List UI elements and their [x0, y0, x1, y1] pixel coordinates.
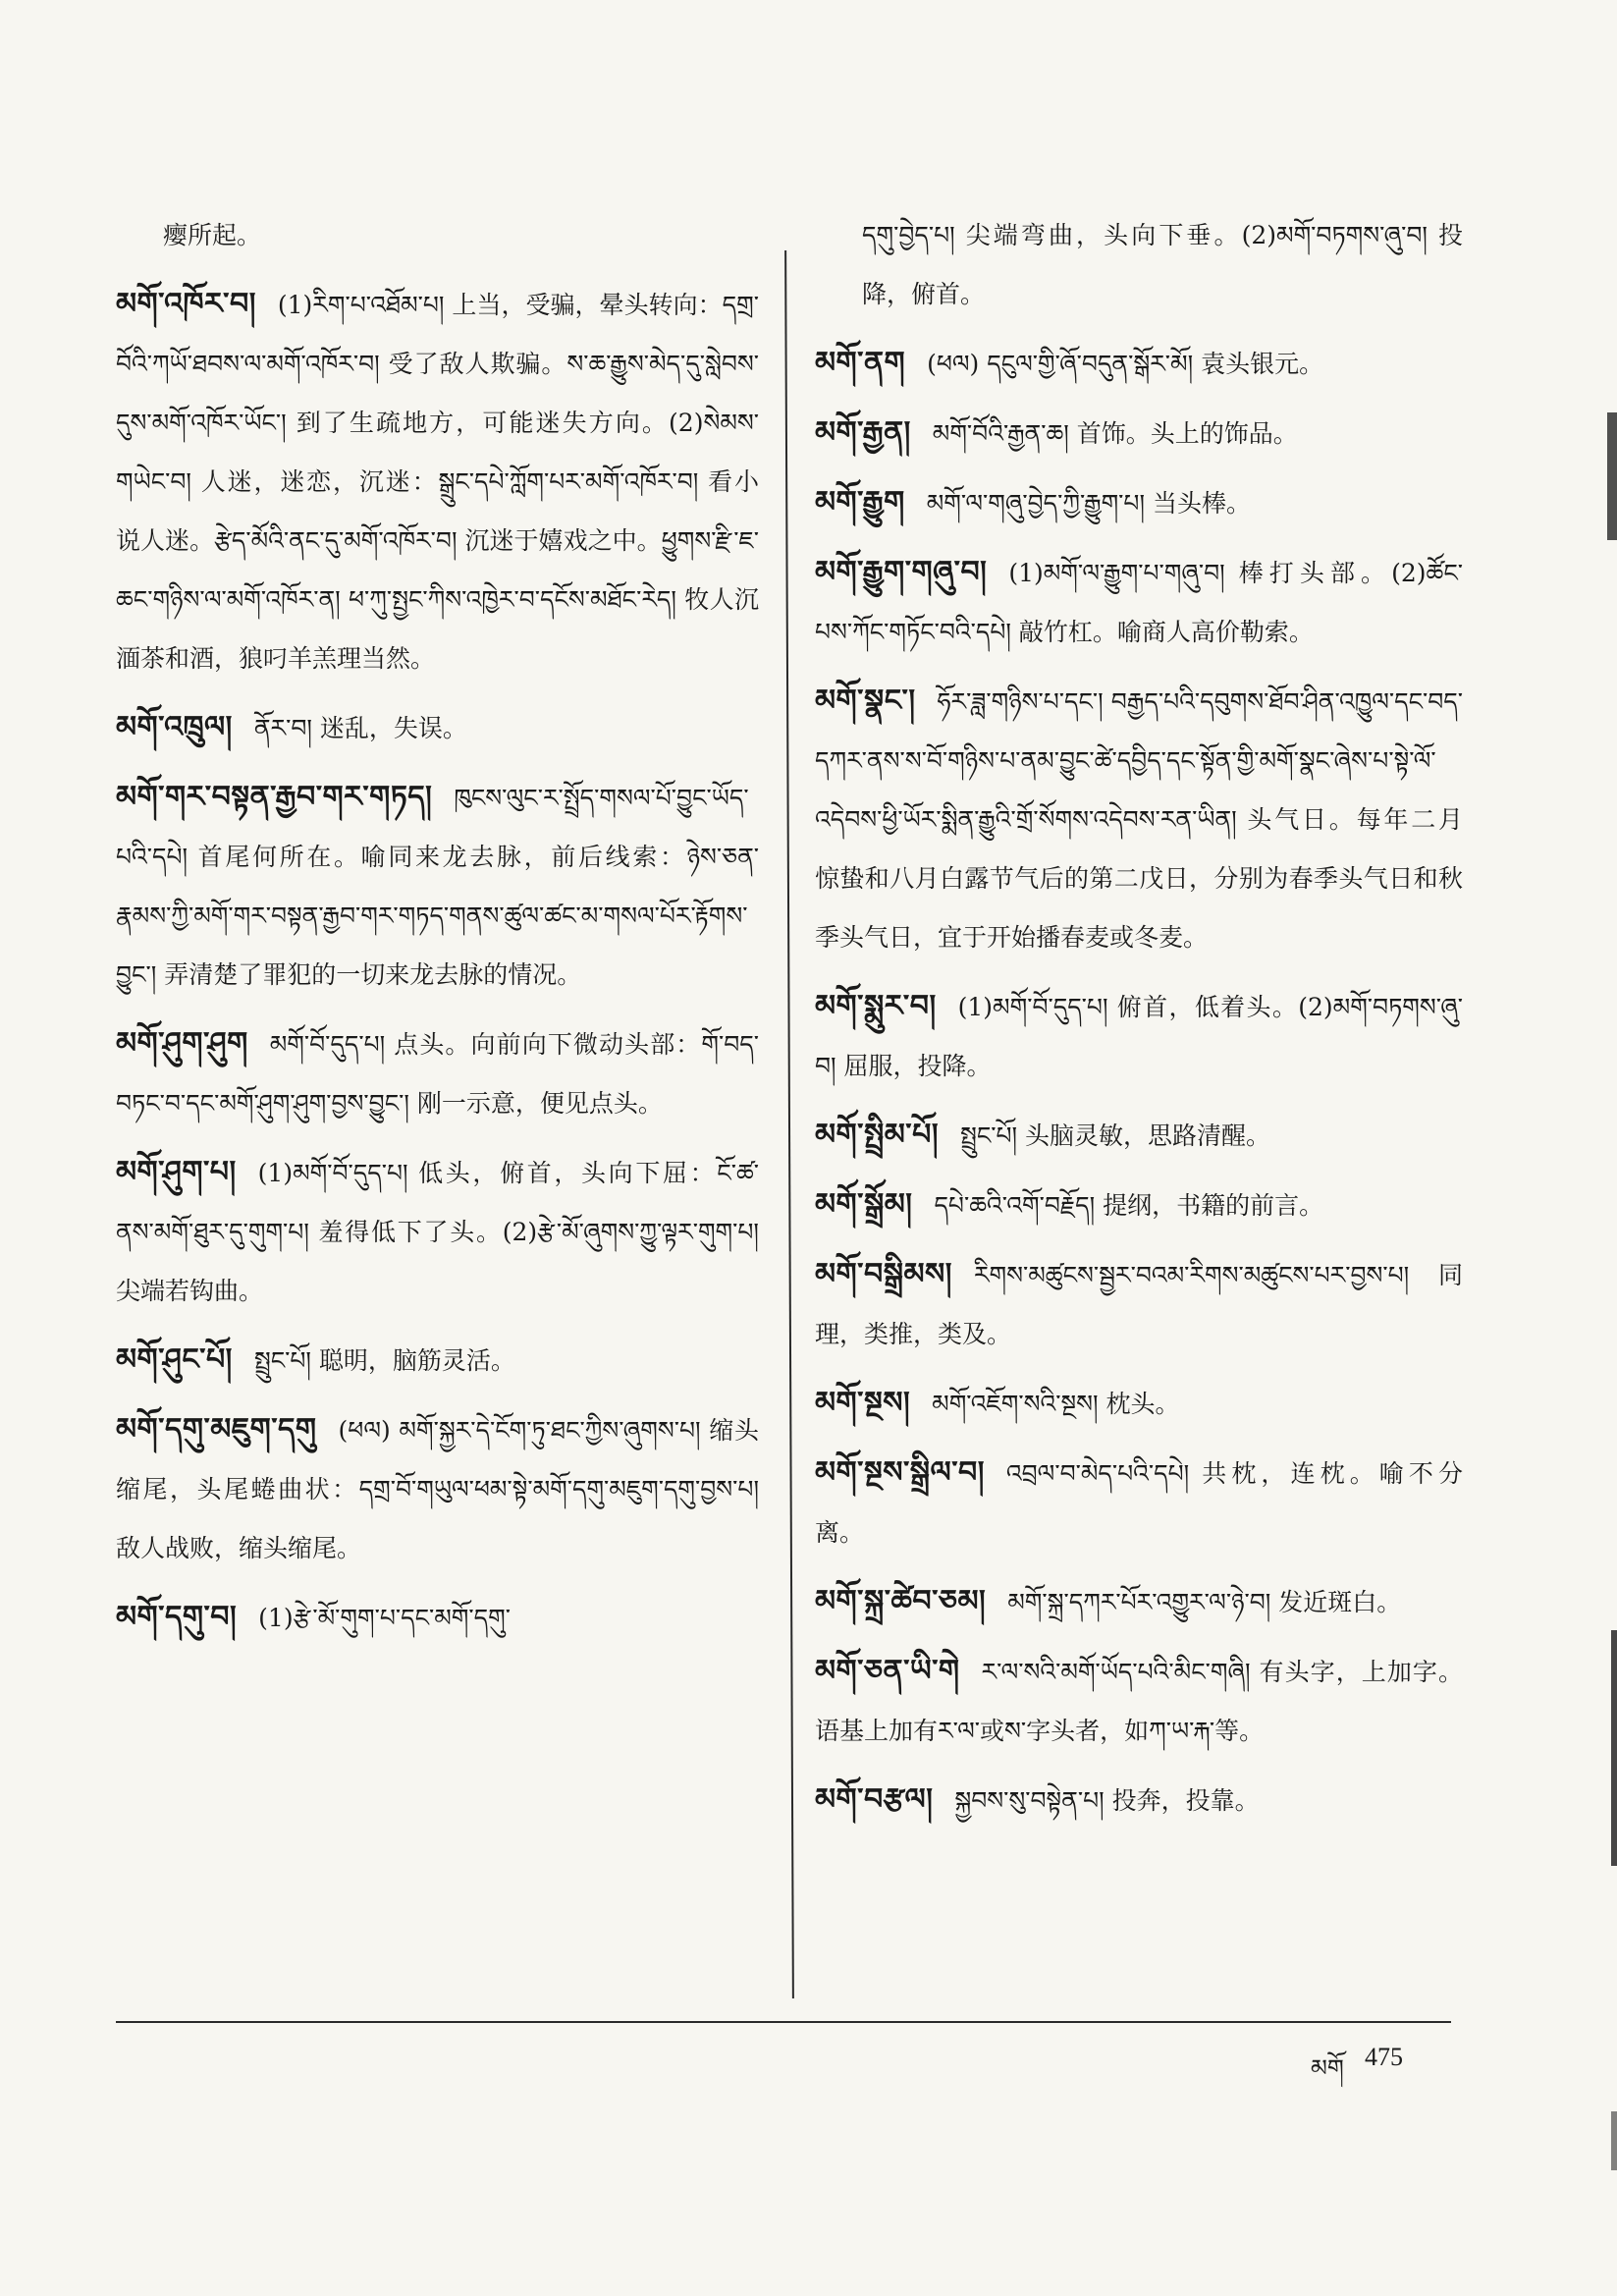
entry-headword: མགོ་དགུ་བ།: [116, 1600, 238, 1634]
dictionary-entry: [815, 404, 1463, 464]
dictionary-entry: [116, 1400, 759, 1578]
dictionary-entry: [116, 1331, 759, 1391]
entry-definition: སྤྲུང་པོ། 聪明，脑筋灵活。: [253, 1346, 515, 1375]
entry-headword: མགོ་སྤྲིམ་པོ།: [815, 1118, 939, 1152]
entry-headword: མགོ་གར་བསྟན་རྒྱབ་གར་གཏད།: [116, 780, 433, 814]
entry-headword: མགོ་སྨུར་བ།: [815, 989, 937, 1023]
scan-edge-mark: [1611, 2111, 1617, 2170]
entry-definition: སྤྲུང་པོ། 头脑灵敏，思路清醒。: [959, 1121, 1271, 1150]
dictionary-entry: [116, 275, 759, 688]
entry-definition: སྐྱབས་སུ་བསྟེན་པ། 投奔，投靠。: [954, 1786, 1260, 1815]
dictionary-entry: [116, 1588, 759, 1648]
entry-definition: (ཕལ) དངུལ་གྱི་ཞོ་བདུན་སྒོར་མོ། 袁头银元。: [927, 350, 1324, 378]
entry-headword: མགོ་འཁོར་བ།: [116, 287, 256, 321]
column-divider: [784, 250, 794, 1998]
entry-headword: མགོ་སྔས་སྒྲིལ་བ།: [815, 1455, 985, 1490]
entry-definition: ཧོར་ཟླ་གཉིས་པ་དང་། བརྒྱད་པའི་དབུགས་ཐོབ་ཤིན་འཁྱུལ་དང་བད་དཀར་ནས་ས་བོ་གཉིས་པ་ནམ་བྱུང་ཚེ་དབྱིད་དང་སྟོན་གྱི་མགོ་སྣང་ཞེས་པ་སྟེ་ལོ་འདེབས་ཕྱི་ཡོར་སྨིན་རྒྱུའི་གྲོ་སོགས་འདེབས་རན་ཡིན། 头气日。每年二月惊蛰和八月白露节气后的第二戊日，分别为春季头气日和秋季头气日，宜于开始播春麦或冬麦。: [815, 687, 1463, 952]
entry-definition: མགོ་སྐྲ་དཀར་པོར་འགྱུར་ལ་ཉེ་བ། 发近斑白。: [1007, 1588, 1402, 1616]
entry-headword: མགོ་བསྒྲིམས།: [815, 1257, 952, 1291]
dictionary-entry: [815, 1444, 1463, 1562]
entry-definition: (1)མགོ་ལ་རྒྱུག་པ་གཞུ་བ། 棒打头部。(2)ཚོང་པས་ཀོང་གཏོང་བའི་དཔེ། 敲竹杠。喻商人高价勒索。: [815, 559, 1463, 646]
entry-definition: 瘿所起。: [163, 221, 262, 249]
entry-definition: (1)རིག་པ་འཐོམ་པ། 上当，受骗，晕头转向：དགྲ་བོའི་ཀཡོ་ཐབས་ལ་མགོ་འཁོར་བ། 受了敌人欺骗。ས་ཆ་རྒྱུས་མེད་དུ་སླེབས་དུས་མགོ་འཁོར་ཡོང་། 到了生疏地方，可能迷失方向。(2)སེམས་གཡེང་བ། 人迷，迷恋，沉迷：སྒྲུང་དཔེ་ཀློག་པར་མགོ་འཁོར་བ། 看小说人迷。རྩེད་མོའི་ནང་དུ་མགོ་འཁོར་བ། 沉迷于嬉戏之中。ཕྱུགས་རྫི་ཇ་ཆང་གཉིས་ལ་མགོ་འཁོར་ན། ཕ་ཀུ་སྤྱང་ཀིས་འཁྱེར་བ་དངོས་མཐོང་རེད། 牧人沉湎茶和酒，狼叼羊羔理当然。: [116, 291, 759, 673]
entry-headword: མགོ་སྔས།: [815, 1386, 911, 1420]
dictionary-entry: [815, 543, 1463, 662]
entry-headword: མགོ་བརྩལ།: [815, 1782, 934, 1817]
entry-headword: མགོ་ཤུང་པོ།: [116, 1342, 233, 1377]
dictionary-entry: [116, 698, 759, 758]
entry-headword: མགོ་སྐྲ་ཚེབ་ཅམ།: [815, 1584, 987, 1618]
entry-headword: མགོ་ཅན་ཡི་གེ: [815, 1654, 960, 1688]
entry-definition: (ཕལ) མགོ་སྐྱར་དེ་ངོག་ཏུ་ཐང་ཀྱིས་ཞུགས་པ། 缩头缩尾，头尾蜷曲状：དགྲ་བོ་གཡུལ་ཕམ་སྟེ་མགོ་དགུ་མཇུག་དགུ་བྱས་པ། 敌人战败，缩头缩尾。: [116, 1416, 759, 1562]
entry-definition: ར་ལ་སའི་མགོ་ཡོད་པའི་མིང་གཞི། 有头字，上加字。语基上加有ར་ལ་或ས་字头者，如ཀ་ཡ་རྐ་等。: [815, 1658, 1463, 1745]
entry-definition: ཁུངས་ལུང་ར་སྤྲོད་གསལ་པོ་བྱུང་ཡོད་པའི་དཔེ། 首尾何所在。喻同来龙去脉，前后线索：ཉེས་ཅན་རྣམས་ཀྱི་མགོ་གར་བསྟན་རྒྱབ་གར་གཏད་གནས་ཚུལ་ཚང་མ་གསལ་པོར་རྟོགས་བྱུང་། 弄清楚了罪犯的一切来龙去脉的情况。: [116, 784, 759, 989]
dictionary-entry: [815, 1840, 1463, 1900]
entry-definition: (1)རྩེ་མོ་གུག་པ་དང་མགོ་དགུ་: [258, 1604, 511, 1632]
entry-headword: མགོ་རྒྱན།: [815, 415, 911, 450]
entry-definition: འབྲལ་བ་མེད་པའི་དཔེ། 共枕，连枕。喻不分离。: [815, 1459, 1463, 1547]
scan-edge-mark: [1607, 412, 1617, 540]
entry-definition: མགོ་བོའི་རྒྱན་ཆ། 首饰。头上的饰品。: [932, 419, 1298, 448]
entry-headword: མགོ་ཤུག་པ།: [116, 1155, 237, 1189]
dictionary-entry: [116, 1143, 759, 1321]
entry-definition: ནོར་བ། 迷乱，失误。: [253, 714, 467, 742]
entry-definition: (1)མགོ་བོ་དུད་པ། 俯首，低着头。(2)མགོ་བཏགས་ཞུ་བ། 屈服，投降。: [815, 993, 1463, 1080]
dictionary-entry: [815, 206, 1463, 324]
right-column: [815, 206, 1463, 1910]
dictionary-entry: [815, 1771, 1463, 1831]
dictionary-entry: [815, 1572, 1463, 1632]
entry-definition: དགུ་བྱེད་པ། 尖端弯曲，头向下垂。(2)མགོ་བཏགས་ཞུ་བ། 投降，俯首。: [862, 221, 1463, 308]
dictionary-entry: [815, 473, 1463, 533]
entry-definition: མགོ་འཇོག་སའི་སྔས། 枕头。: [932, 1390, 1180, 1418]
entry-headword: མགོ་ཤུག་ཤུག: [116, 1026, 248, 1061]
entry-definition: མགོ་བོ་དུད་པ། 点头。向前向下微动头部：གོ་བད་བཏང་བ་དང་མགོ་ཤུག་ཤུག་བྱས་བྱུང་། 刚一示意，便见点头。: [116, 1030, 759, 1118]
left-column: [116, 206, 759, 1658]
entry-headword: མགོ་ནག: [815, 346, 906, 380]
entry-definition: (1)མགོ་བོ་དུད་པ། 低头，俯首，头向下屈：ངོ་ཚ་ནས་མགོ་ཐུར་དུ་གུག་པ། 羞得低下了头。(2)རྩེ་མོ་ཞུགས་ཀྱུ་ལྟར་གུག་པ། 尖端若钩曲。: [116, 1159, 759, 1305]
entry-definition: དཔེ་ཆའི་འགོ་བརྗོད། 提纲，书籍的前言。: [934, 1191, 1324, 1220]
entry-headword: མགོ་སྣང་།: [815, 683, 916, 718]
dictionary-entry: [815, 977, 1463, 1096]
dictionary-entry: [815, 1245, 1463, 1364]
entry-headword: མགོ་འཁྲུལ།: [116, 710, 233, 744]
scan-edge-mark: [1611, 1630, 1617, 1866]
dictionary-entry: [116, 206, 759, 265]
entry-definition: མགོ་ལ་གཞུ་བྱེད་ཀྱི་རྒྱུག་པ། 当头棒。: [926, 489, 1251, 518]
dictionary-entry: [815, 1175, 1463, 1235]
dictionary-entry: [815, 1106, 1463, 1166]
entry-definition: རིགས་མཚུངས་སྦྱར་བའམ་རིགས་མཚུངས་པར་བྱས་པ། 同理，类推，类及。: [815, 1261, 1463, 1348]
entry-headword: མགོ་དགུ་མཇུག་དགུ: [116, 1412, 317, 1447]
dictionary-entry: [116, 768, 759, 1005]
dictionary-entry: [815, 334, 1463, 394]
dictionary-entry: [815, 1642, 1463, 1761]
dictionary-entry: [815, 1374, 1463, 1434]
running-head: མགོ: [1311, 2054, 1344, 2082]
entry-headword: མགོ་སྒྲོམ།: [815, 1187, 913, 1222]
dictionary-entry: [815, 672, 1463, 967]
entry-headword: མགོ་རྒྱུག: [815, 485, 905, 519]
page-number: 475: [1365, 2043, 1403, 2071]
entry-headword: མགོ་རྒྱུག་གཞུ་བ།: [815, 555, 988, 589]
dictionary-entry: [116, 1014, 759, 1133]
footer-rule: [116, 2021, 1451, 2023]
